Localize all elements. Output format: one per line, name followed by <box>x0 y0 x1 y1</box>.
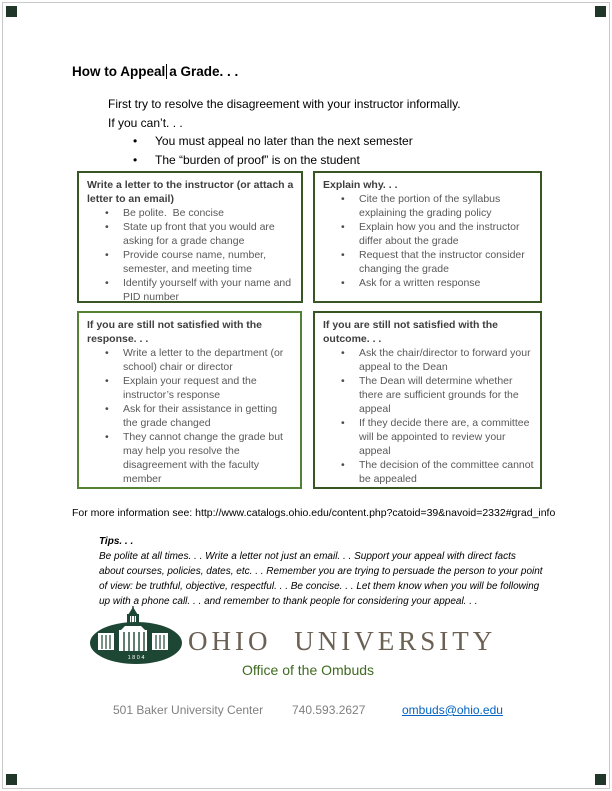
bullet-icon: • <box>341 193 345 205</box>
list-item: • Provide course name, number, semester, and meeting time <box>105 249 269 275</box>
title-text-after-cursor: a Grade. . . <box>169 64 239 79</box>
list-item: • The decision of the committee cannot be appealed <box>341 459 537 485</box>
tips-body: Be polite at all times. . . Write a letter not just an email. . . Support your appeal with direct facts about courses, policies, dates, etc. . . Remember you are trying to persuade the person to your point of view: be truthful, objective, respectful. . . Be concise. . . Let them know when you will be following up with a phone call. . . and remember to thank people for considering your appeal. . . <box>99 551 543 607</box>
corner-mark-top-left <box>6 6 17 17</box>
list-item: • Ask the chair/director to forward your appeal to the Dean <box>341 347 534 373</box>
list-item: • Explain how you and the instructor differ about the grade <box>341 221 523 247</box>
list-item: • Request that the instructor consider changing the grade <box>341 249 528 275</box>
list-item: • Be polite. Be concise <box>105 207 224 219</box>
bullet-icon: • <box>341 417 345 429</box>
bullet-icon: • <box>105 207 109 219</box>
footer-address: 501 Baker University Center <box>113 703 264 717</box>
seal-year-text: 1 8 0 4 <box>127 655 145 661</box>
bullet-icon: • <box>105 221 109 233</box>
box-heading: Explain why. . . <box>323 179 398 191</box>
intro-line-1: First try to resolve the disagreement with your instructor informally. <box>108 97 461 111</box>
bullet-icon: • <box>133 152 138 167</box>
intro-bullet-1-text: You must appeal no later than the next semester <box>155 134 413 148</box>
list-item: • Cite the portion of the syllabus explaining the grading policy <box>341 193 504 219</box>
corner-mark-bottom-left <box>6 774 17 785</box>
bullet-icon: • <box>341 459 345 471</box>
ohio-university-seal-icon <box>86 606 186 664</box>
list-item: • State up front that you would are asking for a grade change <box>105 221 278 247</box>
list-item: • Explain your request and the instructor’s response <box>105 375 260 401</box>
list-item: • If they decide there are, a committee will be appointed to review your appeal <box>341 417 533 457</box>
bullet-icon: • <box>105 375 109 387</box>
box-explain-why <box>313 171 542 303</box>
box-heading: If you are still not satisfied with the outcome. . . <box>323 319 501 345</box>
bullet-icon: • <box>105 347 109 359</box>
title-text-before-cursor: How to Appeal <box>72 64 166 79</box>
tips-label: Tips. . . <box>99 536 134 547</box>
list-item: • They cannot change the grade but may help you resolve the disagreement with the faculty member <box>105 431 286 485</box>
intro-line-2: If you can’t. . . <box>108 115 183 130</box>
box-heading: If you are still not satisfied with the response. . . <box>87 319 265 345</box>
page-title <box>72 64 238 79</box>
bullet-icon: • <box>341 347 345 359</box>
intro-bullet-1 <box>108 132 461 151</box>
list-item: • Write a letter to the department (or school) chair or director <box>105 347 287 373</box>
footer-email-link[interactable]: ombuds@ohio.edu <box>402 703 503 717</box>
list-item: • Ask for their assistance in getting the grade changed <box>105 403 280 429</box>
bullet-icon: • <box>341 277 345 289</box>
corner-mark-bottom-right <box>595 774 606 785</box>
bullet-icon: • <box>341 221 345 233</box>
intro-bullet-2 <box>108 151 461 170</box>
list-item: • Identify yourself with your name and PID number <box>105 277 295 303</box>
tips-section <box>99 534 543 609</box>
department-name: Office of the Ombuds <box>242 662 375 678</box>
box-write-letter-instructor <box>77 171 303 303</box>
bullet-icon: • <box>105 277 109 289</box>
box-not-satisfied-outcome <box>313 311 542 489</box>
intro-section <box>108 95 461 169</box>
text-cursor <box>166 64 167 79</box>
box-not-satisfied-response <box>77 311 302 489</box>
footer-phone: 740.593.2627 <box>292 703 366 717</box>
university-wordmark: OHIO UNIVERSITY <box>188 626 497 656</box>
bullet-icon: • <box>341 375 345 387</box>
box-heading: Write a letter to the instructor (or attach a letter to an email) <box>87 179 297 205</box>
bullet-icon: • <box>133 134 138 148</box>
bullet-icon: • <box>341 249 345 261</box>
bullet-icon: • <box>105 403 109 415</box>
bullet-icon: • <box>105 249 109 261</box>
corner-mark-top-right <box>595 6 606 17</box>
bullet-icon: • <box>105 431 109 443</box>
intro-bullet-2-text: The “burden of proof” is on the student <box>155 152 360 167</box>
list-item: • Ask for a written response <box>341 277 481 289</box>
more-info-line: For more information see: http://www.catalogs.ohio.edu/content.php?catoid=39&navoid=2332#grad_info <box>72 507 556 519</box>
list-item: • The Dean will determine whether there are sufficient grounds for the appeal <box>341 375 522 415</box>
